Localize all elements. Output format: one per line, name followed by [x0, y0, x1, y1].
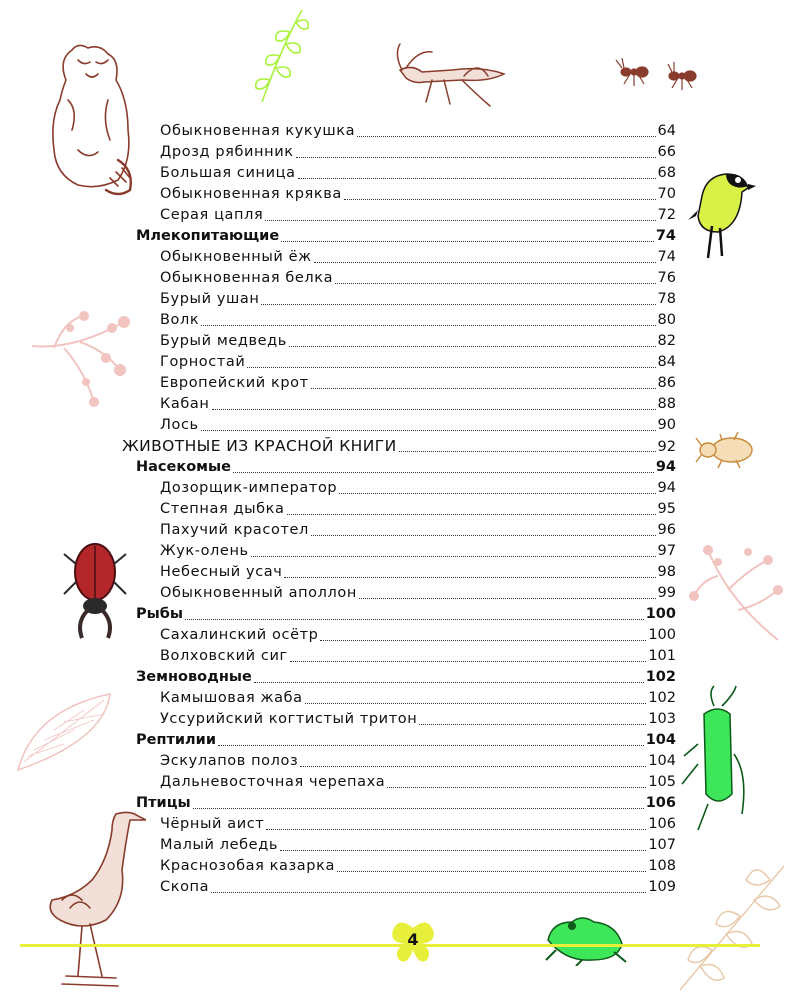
toc-entry-page: 86	[657, 375, 676, 391]
toc-dot-leader	[290, 660, 647, 662]
toc-entry[interactable]	[160, 520, 676, 541]
toc-entry-title: Кабан	[160, 396, 210, 412]
toc-entry-title: Обыкновенная белка	[160, 270, 334, 286]
toc-entry[interactable]	[160, 415, 676, 436]
toc-entry-page: 70	[657, 186, 676, 202]
toc-entry-page: 96	[657, 522, 676, 538]
toc-entry[interactable]	[160, 394, 676, 415]
toc-entry-title: Волховский сиг	[160, 648, 288, 664]
toc-entry-page: 74	[655, 228, 676, 244]
toc-entry-page: 90	[657, 417, 676, 433]
toc-entry-title: Рептилии	[136, 732, 216, 748]
toc-dot-leader	[251, 555, 656, 557]
toc-entry[interactable]	[160, 877, 676, 898]
toc-dot-leader	[218, 744, 644, 746]
toc-dot-leader	[233, 471, 654, 473]
toc-entry[interactable]	[160, 562, 676, 583]
toc-dot-leader	[247, 366, 655, 368]
toc-dot-leader	[265, 219, 655, 221]
toc-category[interactable]	[136, 457, 676, 478]
toc-entry[interactable]	[160, 541, 676, 562]
toc-entry-title: Европейский крот	[160, 375, 309, 391]
toc-entry-page: 80	[657, 312, 676, 328]
toc-dot-leader	[305, 702, 647, 704]
toc-entry-page: 84	[657, 354, 676, 370]
toc-entry-title: Дрозд рябинник	[160, 144, 294, 160]
toc-entry-page: 108	[648, 858, 676, 874]
toc-entry[interactable]	[160, 751, 676, 772]
toc-dot-leader	[185, 618, 644, 620]
toc-entry-title: Птицы	[136, 795, 191, 811]
toc-entry-page: 100	[645, 606, 676, 622]
toc-entry-page: 104	[648, 753, 676, 769]
toc-entry-page: 76	[657, 270, 676, 286]
toc-entry-title: Чёрный аист	[160, 816, 265, 832]
toc-dot-leader	[201, 324, 655, 326]
toc-category[interactable]	[136, 793, 676, 814]
toc-entry-page: 102	[645, 669, 676, 685]
toc-section[interactable]	[122, 436, 676, 457]
toc-entry-title: Большая синица	[160, 165, 296, 181]
toc-entry-page: 106	[648, 816, 676, 832]
toc-entry[interactable]	[160, 646, 676, 667]
toc-entry-title: Степная дыбка	[160, 501, 285, 517]
toc-entry-title: Лось	[160, 417, 199, 433]
toc-entry-page: 72	[657, 207, 676, 223]
toc-entry-page: 105	[648, 774, 676, 790]
toc-dot-leader	[320, 639, 646, 641]
toc-dot-leader	[335, 282, 655, 284]
toc-entry-title: Пахучий красотел	[160, 522, 309, 538]
toc-entry-title: Сахалинский осётр	[160, 627, 319, 643]
toc-entry-title: Малый лебедь	[160, 837, 278, 853]
toc-entry[interactable]	[160, 814, 676, 835]
toc-entry[interactable]	[160, 709, 676, 730]
toc-entry[interactable]	[160, 184, 676, 205]
toc-dot-leader	[284, 576, 655, 578]
toc-entry-title: Бурый ушан	[160, 291, 260, 307]
toc-entry-page: 97	[657, 543, 676, 559]
toc-dot-leader	[314, 261, 656, 263]
toc-entry[interactable]	[160, 373, 676, 394]
toc-category[interactable]	[136, 226, 676, 247]
toc-entry[interactable]	[160, 835, 676, 856]
toc-entry[interactable]	[160, 121, 676, 142]
toc-entry-title: Обыкновенный ёж	[160, 249, 312, 265]
toc-entry-page: 78	[657, 291, 676, 307]
toc-entry-page: 102	[648, 690, 676, 706]
toc-entry-title: Горностай	[160, 354, 246, 370]
toc-dot-leader	[201, 429, 656, 431]
toc-entry-title: Млекопитающие	[136, 228, 280, 244]
toc-dot-leader	[281, 240, 654, 242]
toc-entry[interactable]	[160, 205, 676, 226]
toc-entry[interactable]	[160, 163, 676, 184]
toc-dot-leader	[337, 870, 646, 872]
toc-dot-leader	[359, 597, 656, 599]
toc-category[interactable]	[136, 667, 676, 688]
toc-entry-title: Краснозобая казарка	[160, 858, 335, 874]
toc-entry-title: Небесный усач	[160, 564, 283, 580]
toc-dot-leader	[300, 765, 646, 767]
toc-dot-leader	[289, 345, 656, 347]
toc-entry-page: 99	[657, 585, 676, 601]
toc-entry-title: ЖИВОТНЫЕ ИЗ КРАСНОЙ КНИГИ	[122, 437, 397, 455]
toc-entry[interactable]	[160, 856, 676, 877]
toc-entry-page: 66	[657, 144, 676, 160]
toc-entry[interactable]	[160, 310, 676, 331]
toc-dot-leader	[387, 786, 646, 788]
toc-entry-title: Дозорщик-император	[160, 480, 338, 496]
toc-entry[interactable]	[160, 772, 676, 793]
toc-entry[interactable]	[160, 142, 676, 163]
toc-dot-leader	[296, 156, 656, 158]
toc-dot-leader	[266, 828, 646, 830]
toc-entry-title: Волк	[160, 312, 200, 328]
toc-entry-page: 94	[655, 459, 676, 475]
toc-entry-title: Уссурийский когтистый тритон	[160, 711, 418, 727]
toc-dot-leader	[193, 807, 644, 809]
toc-dot-leader	[419, 723, 646, 725]
toc-entry-page: 68	[657, 165, 676, 181]
toc-dot-leader	[261, 303, 655, 305]
toc-entry-page: 88	[657, 396, 676, 412]
toc-dot-leader	[399, 450, 656, 452]
toc-entry-page: 95	[657, 501, 676, 517]
toc-entry-page: 74	[657, 249, 676, 265]
toc-entry[interactable]	[160, 499, 676, 520]
toc-category[interactable]	[136, 730, 676, 751]
toc-entry-title: Обыкновенный аполлон	[160, 585, 357, 601]
toc-dot-leader	[212, 408, 656, 410]
toc-entry-title: Обыкновенная кукушка	[160, 123, 356, 139]
toc-dot-leader	[211, 891, 646, 893]
toc-entry[interactable]	[160, 289, 676, 310]
toc-entry-page: 82	[657, 333, 676, 349]
toc-dot-leader	[254, 681, 644, 683]
toc-dot-leader	[280, 849, 646, 851]
toc-dot-leader	[311, 534, 656, 536]
toc-entry-title: Дальневосточная черепаха	[160, 774, 386, 790]
toc-entry-title: Земноводные	[136, 669, 252, 685]
toc-entry-page: 107	[648, 837, 676, 853]
toc-entry-page: 100	[648, 627, 676, 643]
toc-entry[interactable]	[160, 478, 676, 499]
toc-entry-title: Насекомые	[136, 459, 231, 475]
toc-entry[interactable]	[160, 583, 676, 604]
toc-entry[interactable]	[160, 268, 676, 289]
toc-entry-title: Эскулапов полоз	[160, 753, 299, 769]
toc-entry-title: Бурый медведь	[160, 333, 287, 349]
toc-entry[interactable]	[160, 247, 676, 268]
toc-dot-leader	[287, 513, 656, 515]
toc-entry[interactable]	[160, 352, 676, 373]
toc-entry-title: Жук-олень	[160, 543, 249, 559]
toc-entry-page: 103	[648, 711, 676, 727]
toc-entry-page: 104	[645, 732, 676, 748]
toc-entry[interactable]	[160, 331, 676, 352]
page-number: 4	[407, 930, 419, 949]
toc-entry-title: Камышовая жаба	[160, 690, 303, 706]
toc-dot-leader	[311, 387, 656, 389]
toc-entry-title: Рыбы	[136, 606, 183, 622]
toc-entry-page: 64	[657, 123, 676, 139]
toc-entry-title: Скопа	[160, 879, 210, 895]
toc-entry[interactable]	[160, 688, 676, 709]
toc-category[interactable]	[136, 604, 676, 625]
toc-entry-page: 109	[648, 879, 676, 895]
toc-entry-page: 106	[645, 795, 676, 811]
toc-dot-leader	[344, 198, 656, 200]
toc-dot-leader	[339, 492, 655, 494]
toc-entry-page: 94	[657, 480, 676, 496]
toc-entry-page: 92	[657, 439, 676, 455]
toc-entry-page: 98	[657, 564, 676, 580]
toc-entry[interactable]	[160, 625, 676, 646]
toc-dot-leader	[357, 135, 655, 137]
toc-entry-title: Серая цапля	[160, 207, 264, 223]
toc-entry-page: 101	[648, 648, 676, 664]
toc-dot-leader	[298, 177, 656, 179]
toc-entry-title: Обыкновенная кряква	[160, 186, 342, 202]
